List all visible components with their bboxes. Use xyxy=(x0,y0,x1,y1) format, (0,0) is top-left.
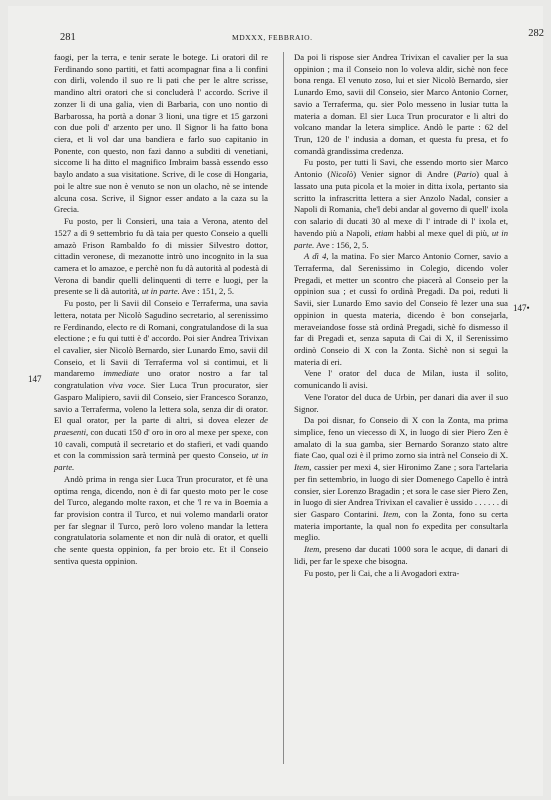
paragraph: Vene l' orator del duca de Milan, iusta il solito, comunicando li avisi. xyxy=(294,368,508,391)
italic-text: ut in parte. xyxy=(141,286,180,297)
italic-text: Item, xyxy=(383,509,401,520)
left-column xyxy=(54,52,268,568)
italic-text: etiam xyxy=(374,227,394,238)
italic-text: ut in parte. xyxy=(54,450,268,473)
paragraph: Fu posto, per tutti li Savi, che essendo morto sier Marco Antonio (Nicolò) Venier signor di Andre (Pario) qual à lassato una puta picola et la moier in ditta ixola, pertanto sia scritto la infrascritta lettera a sier Anzolo Nadal, consier a Napoli di Romania, che'l debi andar al governo di quell' ixola con salario di ducati 30 al mexe di l' intrade di l' ixola et, havendo più a Napoli, etiam habbi al mexe quel di più, ut in parte. Ave : 156, 2, 5. xyxy=(294,157,508,250)
paragraph: Fu posto, per li Consieri, una taia a Verona, atento del 1527 a dì 9 settembrio fu dà taia per questo Conseio a quelli amazò Frison Rambaldo fo di missier Silvestro dottor, cittadin veronese, di mezanotte intrò uno incognito in la sua camera et lo amazoe, e perchè non fu dà autorità al podestà di Verona di bandir quelli delinquenti di terre e luogi, per la presente se li dà autorità, ut in parte. Ave : 151, 2, 5. xyxy=(54,216,268,297)
italic-text: A dì 4, xyxy=(304,251,329,262)
paragraph: Fu posto, per li Savii dil Conseio e Terraferma, una savia lettera, notata per Nicolò Sagudino secretario, al serenissimo re Ferdinando, electo re di Romani, congratulandose di la sua electione ; e fu qui tutti è d' accordo. Poi sier Andrea Trivixan el cavalier, sier Nicolò Bernardo, sier Lunardo Emo, savii dil Conseio, et li Savii di Terraferma vol si contimui, et li mandaremo immediate uno orator nostro a far tal congratulation viva voce. Sier Luca Trun procurator, sier Gasparo Malipiero, savii dil Conseio, sier Francesco Soranzo, savio a Terraferma, voleno la lettera sola, senza dir di orator. El qual orator, per la parte di altri, si dovea elezer de praesenti, con ducati 150 d' oro in oro al mexe per spexe, con 10 cavali, computà il secretario et do stafieri, et vadi quando et con la commission sarà terminà per questo Conseio, ut in parte. xyxy=(54,298,268,473)
paragraph: A dì 4, la matina. Fo sier Marco Antonio Corner, savio a Terraferma, dal Serenissimo in Colegio, dicendo voler Pregadi, et metter un scontro che piacerà al Conseio per la oppinion sua ; et cussì fo ordinà Pregadi. Da poi, reduti li Savii, sier Lunardo Emo savio del Conseio fè lezer una sua oppinion in questa materia, dicendo è bon consejarla, meraveiandose fosse stà ordinà Pregadi, sichè fo dismesso il far di Pregadi et, senza saputa di Cai di X, il Serenissimo ordinò Conseio di X con la Zonta. Sichè non si seguì la materia di eri. xyxy=(294,251,508,367)
page-number-right: 282 xyxy=(528,28,544,39)
italic-text: viva voce. xyxy=(108,380,146,391)
right-column xyxy=(294,52,508,579)
italic-text: Nicolò xyxy=(330,169,354,180)
paragraph: Item, preseno dar ducati 1000 sora le acque, di danari di lidi, per far le spexe che bisogna. xyxy=(294,544,508,566)
italic-text: immediate xyxy=(103,368,140,379)
page-header xyxy=(60,28,544,48)
paragraph: faogi, per la terra, e tenir serate le botege. Li oratori dil re Ferdinando sono partiti, et fatti acompagnar fina a li confini con dirli, volendo il suo re li pati che per le altre scrisse, mandino altri oratori che si concluderà l' accordo. Scrive il zonzer li di una galia, vien di Barbaria, con uno nontio di Barbarossa, ha portà a donar 3 lioni, una tigre et 15 garzoni con due poli d' arzento per uno. Il Signor li ha fatto bona ciera, et li vol dar una bandiera e farlo suo capitanio in Ponente, con questo, non fazi danno a subditi di venetiani, siccome li ha ditto el magnifico Imbraim bassà essendo esso baylo andato a sua visitatione. Scrive, di le cose di Hongaria, poi le altre sue non è venuto se non un olacho, nè se intende alcuna cosa. Scrive, il Signor esser andato a la caza su la Grecia. xyxy=(54,52,268,215)
margin-note-left: 147 xyxy=(28,374,42,384)
page-number-left: 281 xyxy=(60,32,76,43)
paragraph: Da poi li rispose sier Andrea Trivixan el cavalier per la sua oppinion ; ma il Conseio non lo voleva aldir, sichè non fece bona renga. El venuto zoso, lui et sier Nicolò Bernardo, sier Lunardo Emo, savii dil Conseio, sier Marco Antonio Corner, savio a Terraferma, qu. sier Polo messeno in lusiar tutta la materia a doman. El sier Luca Trun procurator e li altri do volcano mandar la letera simplice. Andò le parte : 62 del Trun, 120 de l' indusia a doman, et questa fu presa, et fo comandà grandissima credenza. xyxy=(294,52,508,156)
paragraph: Fu posto, per li Cai, che a li Avogadori extra- xyxy=(304,567,460,578)
paragraph: Andò prima in renga sier Luca Trun procurator, et fè una optima renga, dicendo, non è di far questo moto per le cose del Turco, alegando molte raxon, et che 'l re va in Boemia a far provision contra il Turco, et nui volemo mandarli orator per far slegnar il Turco, però loro voleno mandar la lettera congratulatoria solamente et non dir nulà di orator, et quelli che sente questa oppinion, fa per broio etc. Et il Conseio sentiva questa oppinion. xyxy=(54,473,268,566)
paragraph: Da poi disnar, fo Conseio di X con la Zonta, ma prima simplice, feno un viecesso di X, in luogo di sier Piero Zen è amalato di la sua gamba, sier Bernardo Soranzo stato altre fiate Cao, qual ozi è il primo zorno sia intrà nel Conseio di X. Item, cassier per mexi 4, sier Hironimo Zane ; sora l'artelaria per fin settembrio, in luogo di sier Domenego Capello è intrà consier, sier Lorenzo Bragadin ; et sora le case sier Piero Zen, in luogo di sier Andrea Trivixan el cavalier è ussido . . . . . . di sier Gasparo Contarini. Item, con la Zonta, fono su certa materia importante, la qual non fo expedita per consultarla meglio. xyxy=(294,415,508,543)
italic-text: Item, xyxy=(304,544,322,555)
italic-text: Item, xyxy=(294,462,312,473)
paragraph: Vene l'orator del duca de Urbin, per danari dia aver il suo Signor. xyxy=(294,391,508,414)
column-divider xyxy=(283,52,284,764)
italic-text: ut in parte. xyxy=(294,227,508,250)
margin-note-right: 147• xyxy=(513,303,530,313)
italic-text: de praesenti, xyxy=(54,415,268,437)
running-head: MDXXX, FEBBRAIO. xyxy=(232,33,313,42)
italic-text: Pario xyxy=(456,169,477,180)
